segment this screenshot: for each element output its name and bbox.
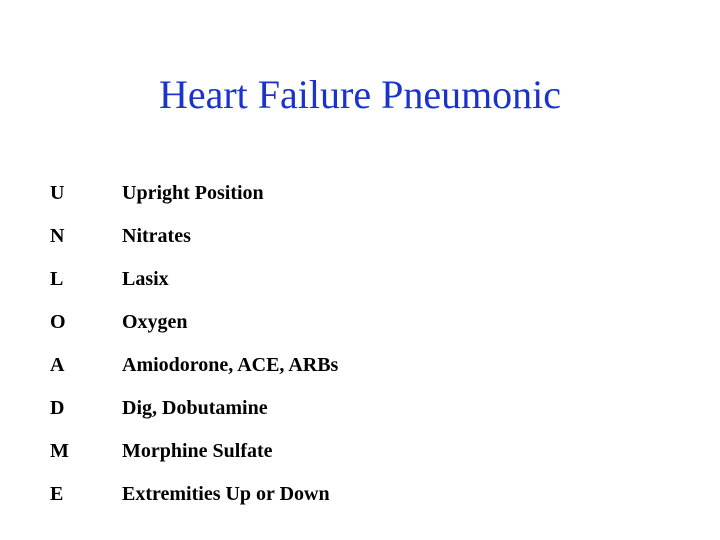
item-text: Morphine Sulfate	[122, 440, 273, 462]
item-letter: E	[50, 483, 64, 505]
list-item	[50, 350, 690, 393]
item-text: Dig, Dobutamine	[122, 397, 268, 419]
item-letter: N	[50, 225, 65, 247]
item-text: Amiodorone, ACE, ARBs	[122, 354, 339, 376]
item-text: Oxygen	[122, 311, 188, 333]
slide-title: Heart Failure Pneumonic	[158, 72, 562, 117]
item-text: Upright Position	[122, 182, 264, 204]
item-letter: U	[50, 182, 65, 204]
item-letter: A	[50, 354, 65, 376]
item-text: Lasix	[122, 268, 169, 290]
item-text: Extremities Up or Down	[122, 483, 330, 505]
list-item	[50, 221, 690, 264]
list-item	[50, 436, 690, 479]
item-letter: M	[50, 440, 69, 462]
list-item	[50, 178, 690, 221]
list-item	[50, 264, 690, 307]
item-text: Nitrates	[122, 225, 191, 247]
item-letter: O	[50, 311, 66, 333]
list-item	[50, 479, 690, 522]
list-item	[50, 393, 690, 436]
list-item	[50, 307, 690, 350]
item-letter: D	[50, 397, 65, 419]
mnemonic-list	[50, 178, 690, 522]
item-letter: L	[50, 268, 64, 290]
